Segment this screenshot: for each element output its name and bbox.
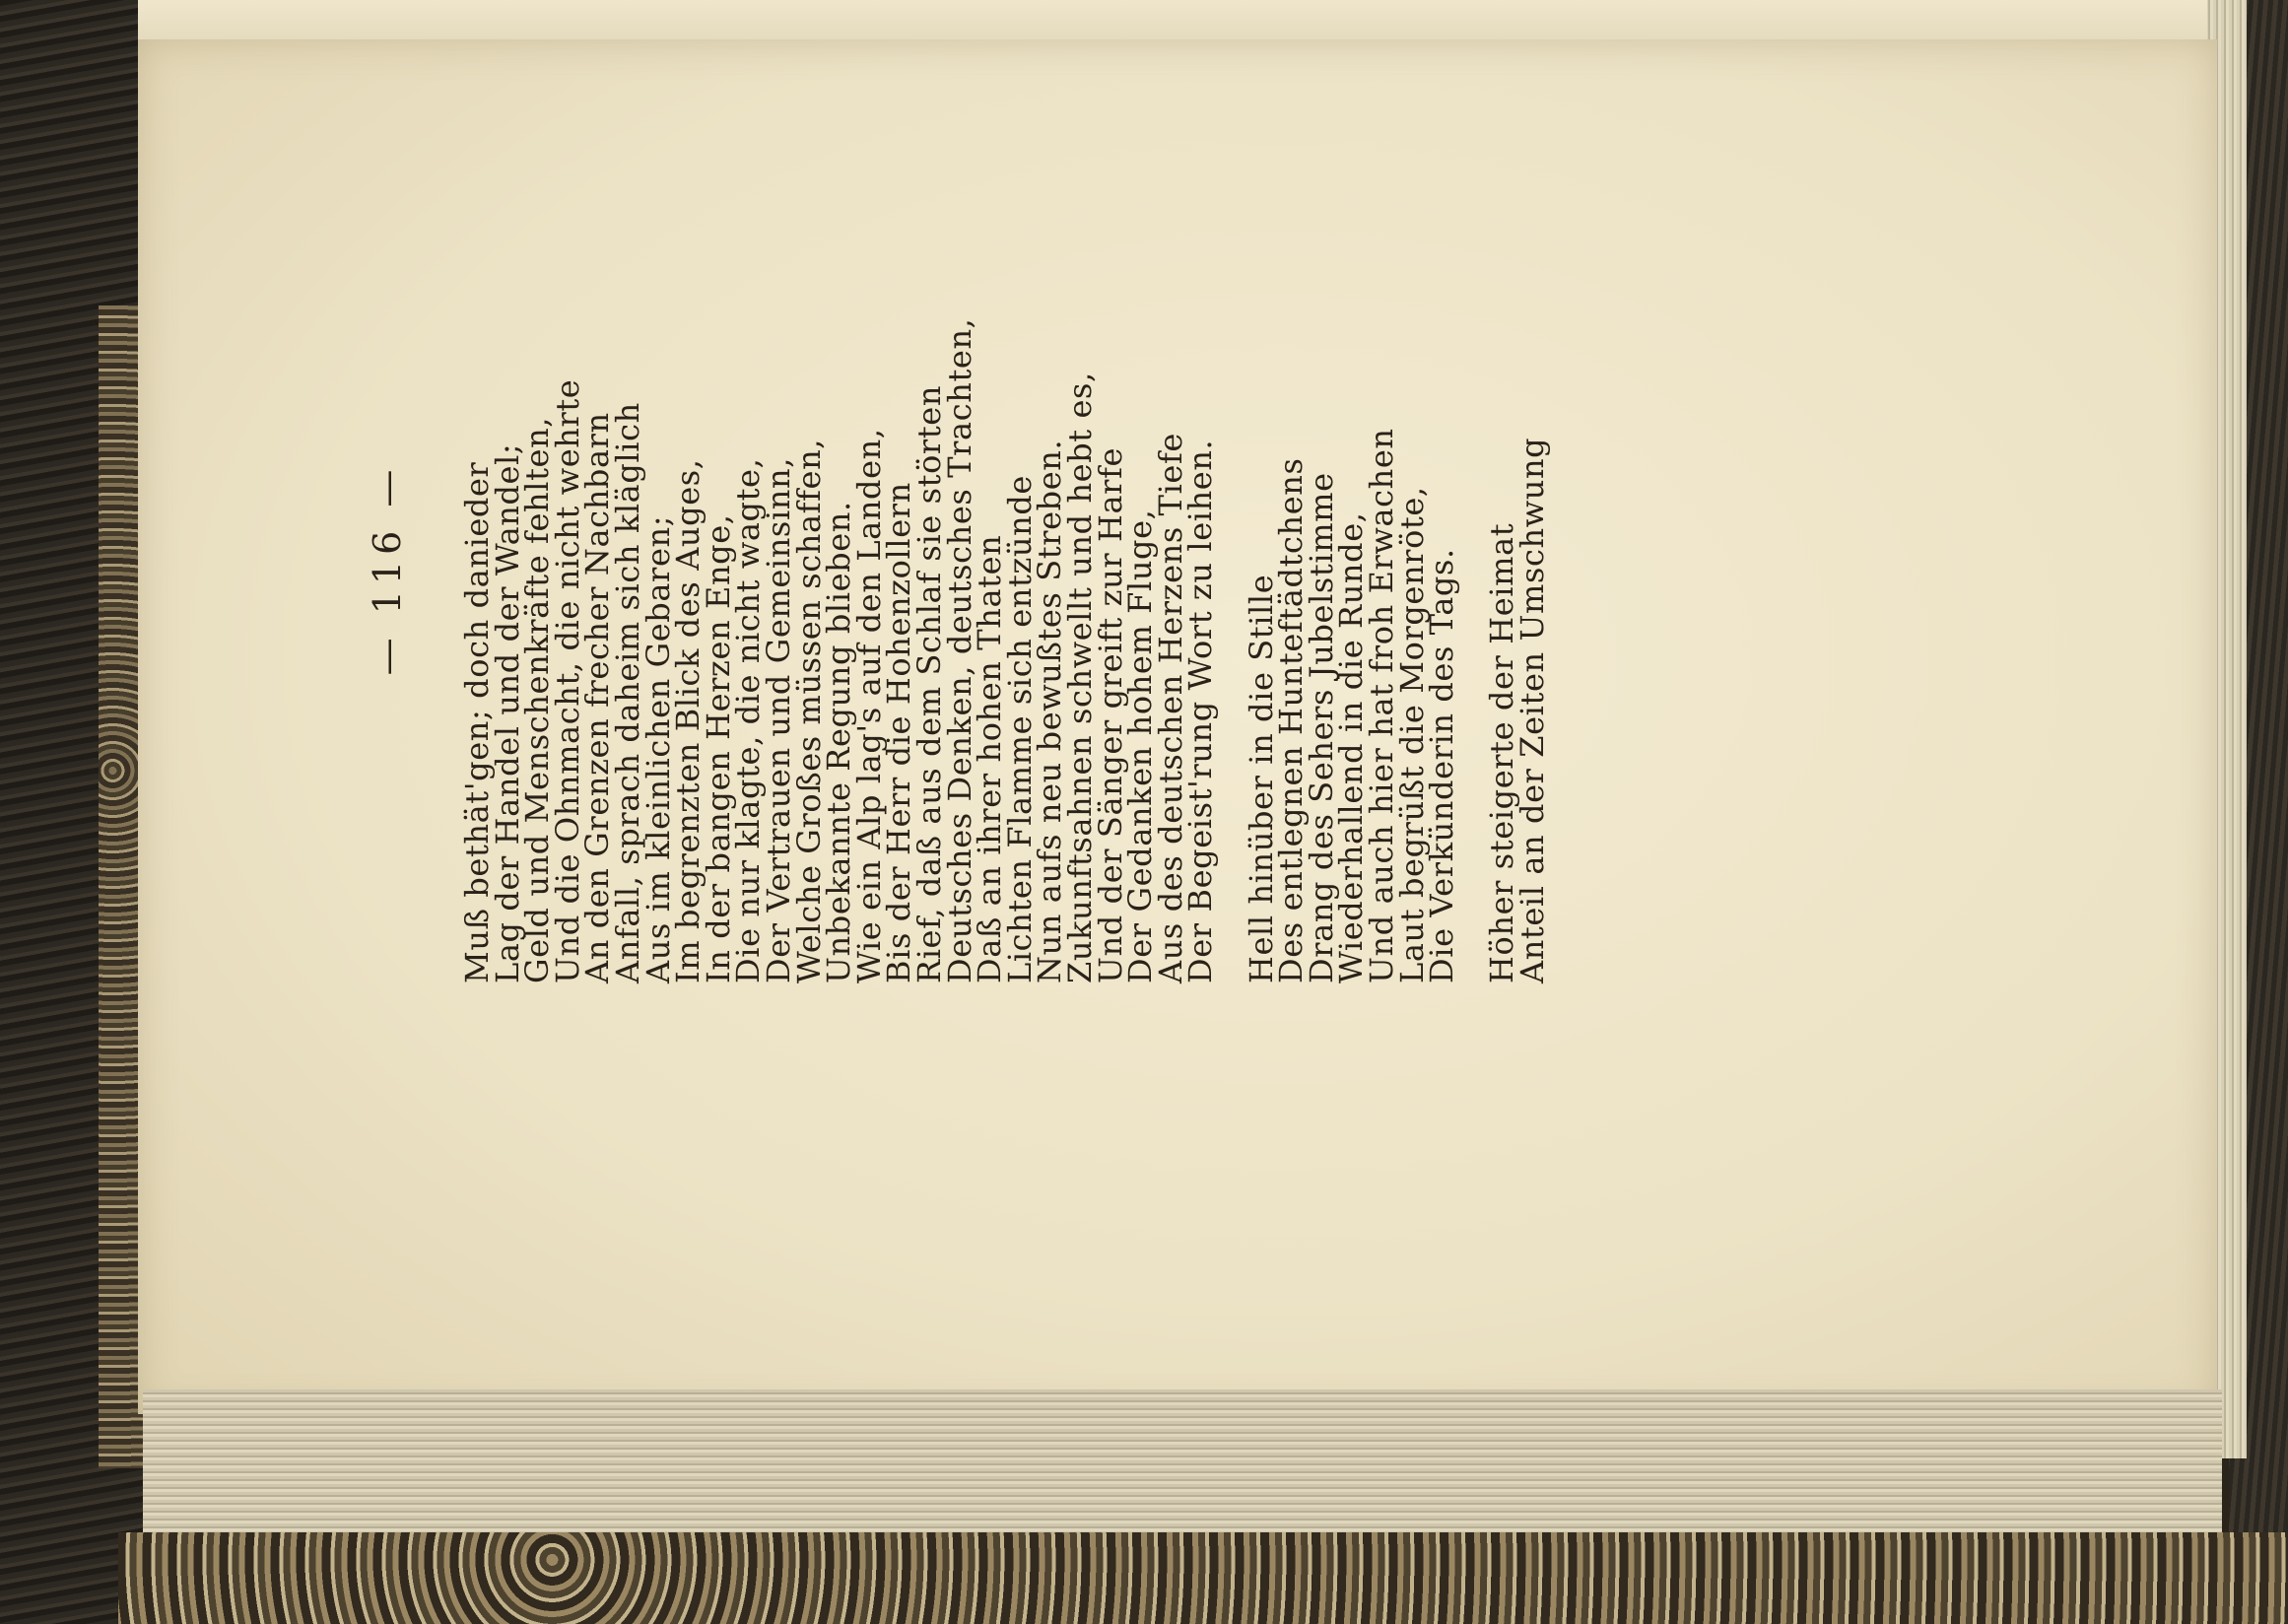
poem-line: Bis der Herr die Hohenzollern [880,482,918,983]
poem-line: Und die Ohnmacht, die nicht wehrte [548,378,586,983]
poem-line: Hell hinüber in die Stille [1242,574,1280,983]
poem-line: Aus im kleinlichen Gebaren; [639,514,677,983]
poem-line: Muß bethät'gen; doch danieder [458,461,496,983]
poem-line: Des entlegnen Hunteftädtchens [1272,457,1311,983]
poem-line: Der Begeist'rung Wort zu leihen. [1181,439,1220,983]
poem-line: Und der Sänger greift zur Harfe [1091,446,1129,983]
poem-line: Die nur klagte, die nicht wagte, [729,457,768,983]
poem-line: Welche Großes müssen schaffen, [789,438,828,983]
poem-line: Wiederhallend in die Runde, [1332,511,1371,983]
page-text-block [363,77,1988,1062]
poem-line: Deutsches Denken, deutsches Trachten, [940,317,978,983]
poem-line: Aus des deutschen Herzens Tiefe [1151,433,1189,983]
poem-line: Unbekannte Regung blieben. [820,501,858,983]
poem-line: Höher steigerte der Heimat [1483,522,1521,983]
poem-line: Laut begrüßt die Morgenröte, [1392,486,1431,983]
poem-line: Der Vertrauen und Gemeinsinn, [760,457,797,983]
poem-line: Im begrenzten Blick des Auges, [669,458,707,983]
poem-line: Wie ein Alp lag's auf den Landen, [849,428,888,983]
poem-line: Anteil an der Zeiten Umschwung [1514,437,1551,983]
poem-line: Daß an ihrer hohen Thaten [971,534,1009,983]
poem-line: Lag der Handel und der Wandel; [488,442,526,983]
page-number: — 116 — [366,463,409,676]
poem-line: An den Grenzen frecher Nachbarn [578,412,617,983]
poem-line: Zukunftsahnen schwellt und hebt es, [1061,372,1099,983]
poem-line: Rief, daß aus dem Schlaf sie störten [910,384,948,983]
poem-line: Lichten Flamme sich entzünde [1000,475,1039,983]
poem-line: Der Gedanken hohem Fluge, [1121,508,1160,983]
poem-line: Anfall, sprach daheim sich kläglich [609,402,646,983]
poem-line: Geld und Menschenkräfte fehlten, [518,416,557,983]
page-edge-stack-bottom [143,1389,2222,1537]
poem-line: Und auch hier hat froh Erwachen [1363,428,1400,983]
marbled-cover-bottom [118,1532,2288,1624]
poem-line: Die Verkünderin des Tags. [1423,548,1461,983]
poem-line: Drang des Sehers Jubelstimme [1302,472,1340,983]
poem-line: In der bangen Herzen Enge, [699,513,737,983]
poem-line: Nun aufs neu bewußtes Streben. [1031,439,1069,983]
adjacent-page [138,0,2207,43]
